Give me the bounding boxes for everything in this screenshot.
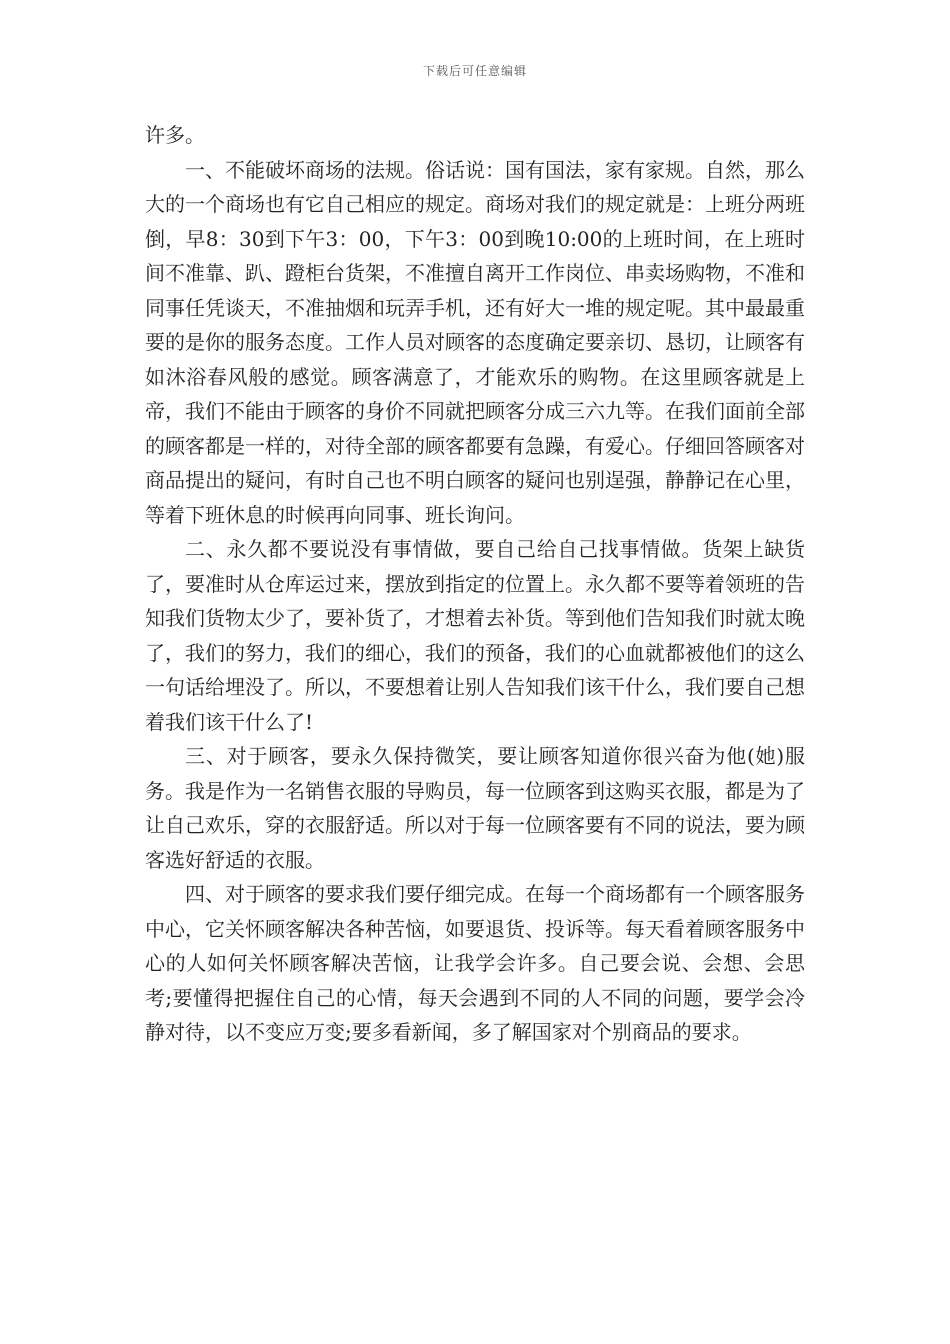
paragraph-rule-one: 一、不能破坏商场的法规。俗话说：国有国法，家有家规。自然，那么大的一个商场也有它自己相应的规定。商场对我们的规定就是：上班分两班倒，早8：30到下午3：00，下午3：00到晚10:00的上班时间，在上班时间不准靠、趴、蹬柜台货架，不准擅自离开工作岗位、串卖场购物，不准和同事任凭谈天，不准抽烟和玩弄手机，还有好大一堆的规定呢。其中最最重要的是你的服务态度。工作人员对顾客的态度确定要亲切、恳切，让顾客有如沐浴春风般的感觉。顾客满意了，才能欢乐的购物。在这里顾客就是上帝，我们不能由于顾客的身价不同就把顾客分成三六九等。在我们面前全部的顾客都是一样的，对待全部的顾客都要有急躁，有爱心。仔细回答顾客对商品提出的疑问，有时自己也不明白顾客的疑问也别逞强，静静记在心里，等着下班休息的时候再向同事、班长询问。 [145,157,805,527]
page-header: 下载后可任意编辑 [422,64,527,78]
paragraph-continuation: 许多。 [145,123,205,147]
paragraph-rule-four: 四、对于顾客的要求我们要仔细完成。在每一个商场都有一个顾客服务中心，它关怀顾客解决各种苦恼，如要退货、投诉等。每天看着顾客服务中心的人如何关怀顾客解决苦恼，让我学会许多。自己要会说、会想、会思考;要懂得把握住自己的心情，每天会遇到不同的人不同的问题，要学会冷静对待，以不变应万变;要多看新闻，多了解国家对个别商品的要求。 [145,882,805,1044]
document-body [145,118,805,1050]
paragraph-rule-three: 三、对于顾客，要永久保持微笑，要让顾客知道你很兴奋为他(她)服务。我是作为一名销售衣服的导购员，每一位顾客到这购买衣服，都是为了让自己欢乐，穿的衣服舒适。所以对于每一位顾客要有不同的说法，要为顾客选好舒适的衣服。 [145,744,805,872]
paragraph-rule-two: 二、永久都不要说没有事情做，要自己给自己找事情做。货架上缺货了，要准时从仓库运过来，摆放到指定的位置上。永久都不要等着领班的告知我们货物太少了，要补货了，才想着去补货。等到他们告知我们时就太晚了，我们的努力，我们的细心，我们的预备，我们的心血就都被他们的这么一句话给埋没了。所以，不要想着让别人告知我们该干什么，我们要自己想着我们该干什么了! [145,537,805,734]
